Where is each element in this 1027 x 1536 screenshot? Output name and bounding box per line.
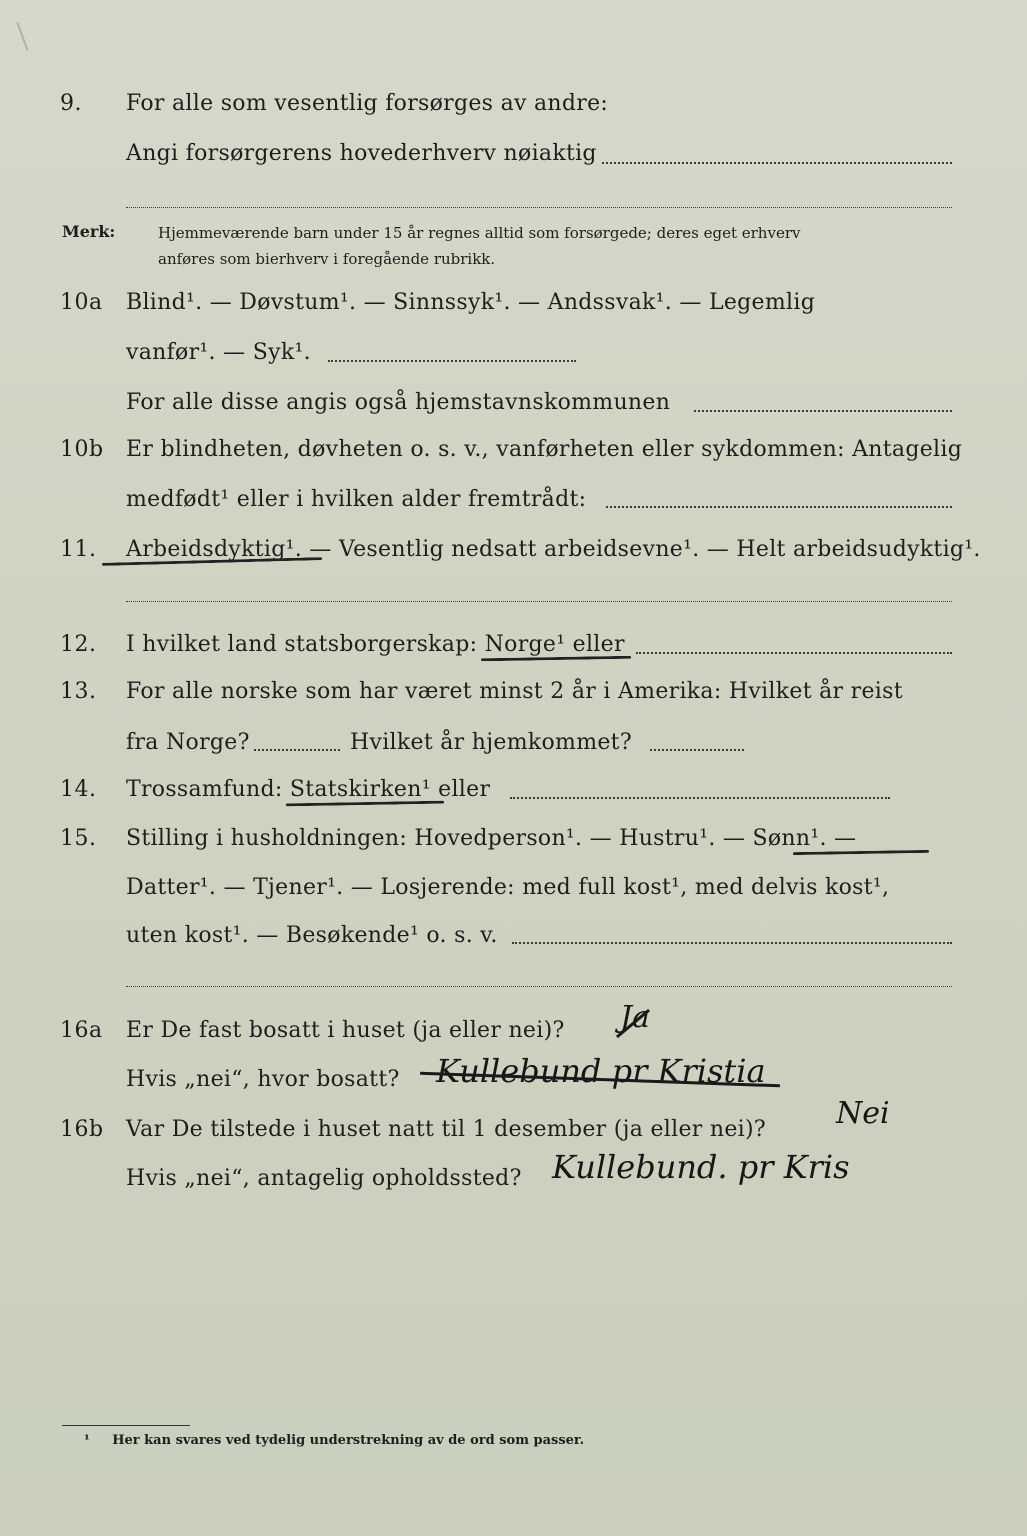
footnote (84, 1433, 584, 1448)
q16b-answer1-handwriting: Nei (836, 1096, 890, 1131)
merk-note (158, 220, 958, 272)
q16a-number: 16a (60, 1018, 103, 1043)
q10a-number: 10a (60, 290, 103, 315)
q10a-line2: vanfør¹. — Syk¹. (126, 340, 311, 365)
q14-answer-line[interactable] (510, 797, 890, 799)
q13-line1: For alle norske som har været minst 2 år i Amerika: Hvilket år reist (126, 679, 903, 704)
q14-number: 14. (60, 777, 97, 802)
q14-row (0, 777, 1027, 821)
footnote-rule (62, 1425, 190, 1426)
q15-row-2 (0, 875, 1027, 919)
q10a-line3: For alle disse angis også hjemstavnskommunen (126, 390, 671, 415)
q16b-line2: Hvis „nei“, antagelig opholdssted? (126, 1166, 522, 1191)
merk-label: Merk: (62, 222, 116, 241)
q9-answer-line-2[interactable] (126, 207, 952, 208)
merk-line2: anføres som bierhverv i foregående rubrikk. (158, 250, 496, 268)
q11-row (0, 537, 1027, 581)
q15-line2: Datter¹. — Tjener¹. — Losjerende: med full kost¹, med delvis kost¹, (126, 875, 890, 900)
q9-number: 9. (60, 91, 82, 116)
q9-row (0, 91, 1027, 135)
q16a-line2: Hvis „nei“, hvor bosatt? (126, 1067, 400, 1092)
q12-number: 12. (60, 632, 97, 657)
q13-row-2 (0, 730, 1027, 774)
q16a-answer1-handwriting: Ja (620, 1000, 650, 1035)
q15-line1: Stilling i husholdningen: Hovedperson¹. — Hustru¹. — Sønn¹. — (126, 826, 857, 851)
q10a-row-2 (0, 340, 1027, 384)
q10a-row (0, 290, 1027, 334)
q13-left-line[interactable] (254, 749, 340, 751)
q10b-line1: Er blindheten, døvheten o. s. v., vanførheten eller sykdommen: Antagelig (126, 437, 963, 462)
q14-line1: Trossamfund: Statskirken¹ eller (126, 777, 491, 802)
q16b-number: 16b (60, 1117, 104, 1142)
q10b-line2: medfødt¹ eller i hvilken alder fremtrådt: (126, 487, 587, 512)
q13-row (0, 679, 1027, 723)
q12-line1: I hvilket land statsborgerskap: Norge¹ eller (126, 632, 625, 657)
footnote-text: Her kan svares ved tydelig understrekning av de ord som passer. (112, 1433, 585, 1448)
q12-answer-line[interactable] (636, 652, 952, 654)
q13-line2b: Hvilket år hjemkommet? (350, 730, 632, 755)
q10b-answer-line[interactable] (606, 506, 952, 508)
q10b-number: 10b (60, 437, 104, 462)
corner-mark (16, 17, 41, 51)
footnote-mark: ¹ (84, 1433, 90, 1448)
q10a-row-3 (0, 390, 1027, 434)
q10a-sick-line[interactable] (328, 360, 576, 362)
q15-number: 15. (60, 826, 97, 851)
q15-answer-line-2[interactable] (126, 986, 952, 987)
q11-line1: Arbeidsdyktig¹. — Vesentlig nedsatt arbeidsevne¹. — Helt arbeidsudyktig¹. (126, 537, 981, 562)
q13-line2a: fra Norge? (126, 730, 250, 755)
q16b-line1: Var De tilstede i huset natt til 1 desember (ja eller nei)? (126, 1117, 766, 1142)
q15-answer-line[interactable] (512, 942, 952, 944)
q9-answer-line[interactable] (602, 162, 952, 164)
merk-line1: Hjemmeværende barn under 15 år regnes alltid som forsørgede; deres eget erhverv (158, 224, 801, 242)
q15-row-3 (0, 923, 1027, 967)
q13-right-line[interactable] (650, 749, 744, 751)
q10a-line1: Blind¹. — Døvstum¹. — Sinnssyk¹. — Andssvak¹. — Legemlig (126, 290, 816, 315)
q9-line1: For alle som vesentlig forsørges av andre: (126, 91, 609, 116)
q10a-home-line[interactable] (694, 410, 952, 412)
q16a-line1: Er De fast bosatt i huset (ja eller nei)? (126, 1018, 565, 1043)
q11-number: 11. (60, 537, 97, 562)
q10b-row-2 (0, 487, 1027, 531)
q15-row (0, 826, 1027, 870)
q10b-row (0, 437, 1027, 481)
q16a-answer2-handwriting: Kullebund pr Kristia (436, 1052, 766, 1090)
q11-answer-line[interactable] (126, 601, 952, 602)
q9-line2: Angi forsørgerens hovederhverv nøiaktig (126, 141, 597, 166)
q16b-answer2-handwriting: Kullebund. pr Kris (552, 1148, 850, 1186)
q16b-row-2 (0, 1166, 1027, 1210)
q15-line3: uten kost¹. — Besøkende¹ o. s. v. (126, 923, 498, 948)
q12-row (0, 632, 1027, 676)
q13-number: 13. (60, 679, 97, 704)
